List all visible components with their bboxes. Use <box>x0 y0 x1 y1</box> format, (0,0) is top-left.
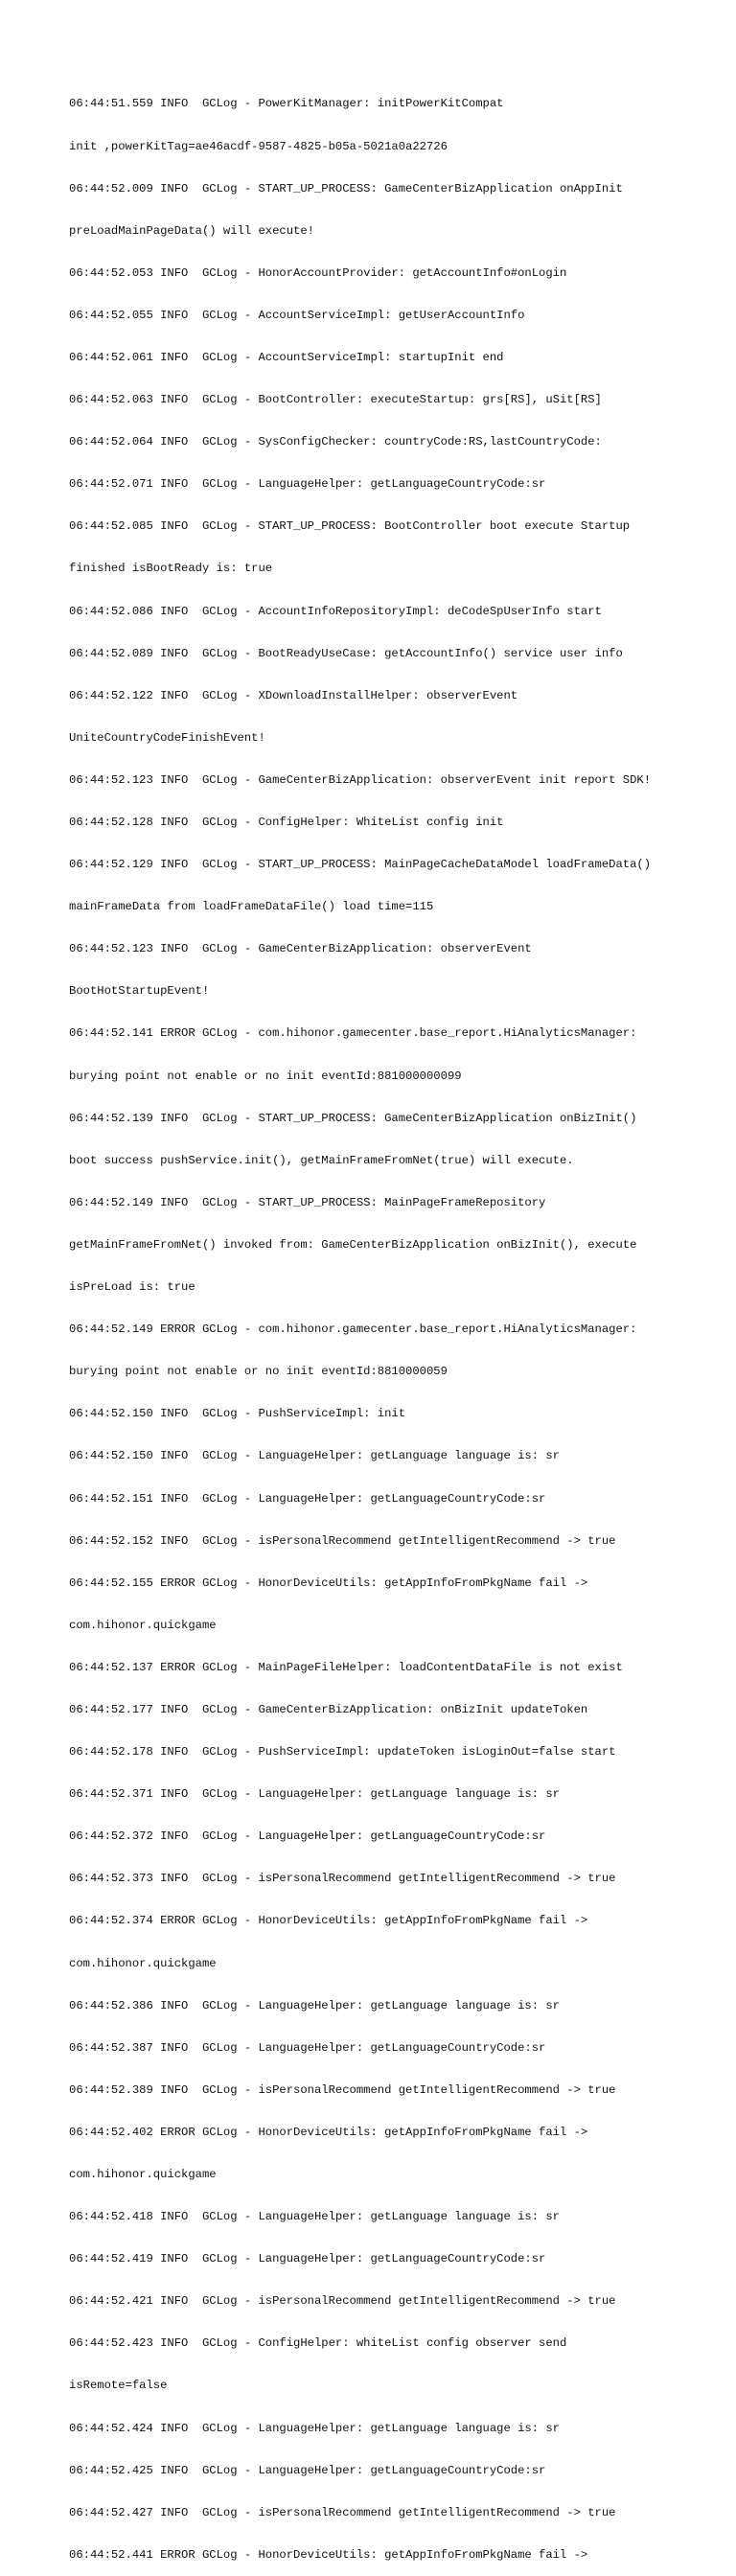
log-line: UniteCountryCodeFinishEvent! <box>69 730 265 745</box>
log-line: boot success pushService.init(), getMainFrameFromNet(true) will execute. <box>69 1153 574 1167</box>
log-line: 06:44:52.128 INFO GCLog - ConfigHelper: WhiteList config init <box>69 816 504 829</box>
log-line: 06:44:52.071 INFO GCLog - LanguageHelper: getLanguageCountryCode:sr <box>69 477 546 492</box>
log-line: 06:44:52.178 INFO GCLog - PushServiceImpl: updateToken isLoginOut=false start <box>69 1745 616 1760</box>
log-line: 06:44:52.387 INFO GCLog - LanguageHelper: getLanguageCountryCode:sr <box>69 2040 546 2055</box>
log-line: 06:44:51.559 INFO GCLog - PowerKitManager: initPowerKitCompat <box>69 97 504 111</box>
log-output <box>69 69 682 2576</box>
log-line: 06:44:52.371 INFO GCLog - LanguageHelper: getLanguage language is: sr <box>69 1787 560 1802</box>
log-line: 06:44:52.155 ERROR GCLog - HonorDeviceUtils: getAppInfoFromPkgName fail -> <box>69 1576 588 1590</box>
log-line: 06:44:52.389 INFO GCLog - isPersonalRecommend getIntelligentRecommend -> true <box>69 2082 616 2097</box>
log-line: 06:44:52.141 ERROR GCLog - com.hihonor.gamecenter.base_report.HiAnalyticsManager: <box>69 1026 637 1041</box>
log-line: 06:44:52.151 INFO GCLog - LanguageHelper: getLanguageCountryCode:sr <box>69 1491 546 1506</box>
log-line: 06:44:52.061 INFO GCLog - AccountServiceImpl: startupInit end <box>69 350 504 364</box>
log-line: 06:44:52.122 INFO GCLog - XDownloadInstallHelper: observerEvent <box>69 688 518 702</box>
log-line: 06:44:52.063 INFO GCLog - BootController: executeStartup: grs[RS], uSit[RS] <box>69 393 602 407</box>
log-line: 06:44:52.423 INFO GCLog - ConfigHelper: whiteList config observer send <box>69 2336 567 2351</box>
log-line: 06:44:52.424 INFO GCLog - LanguageHelper: getLanguage language is: sr <box>69 2421 560 2435</box>
log-line: 06:44:52.402 ERROR GCLog - HonorDeviceUtils: getAppInfoFromPkgName fail -> <box>69 2125 588 2139</box>
log-line: 06:44:52.009 INFO GCLog - START_UP_PROCESS: GameCenterBizApplication onAppInit <box>69 181 623 196</box>
log-line: 06:44:52.177 INFO GCLog - GameCenterBizApplication: onBizInit updateToken <box>69 1702 588 1716</box>
log-line: 06:44:52.427 INFO GCLog - isPersonalRecommend getIntelligentRecommend -> true <box>69 2505 616 2519</box>
log-line: 06:44:52.139 INFO GCLog - START_UP_PROCESS: GameCenterBizApplication onBizInit() <box>69 1111 637 1125</box>
log-line: 06:44:52.386 INFO GCLog - LanguageHelper: getLanguage language is: sr <box>69 1998 560 2012</box>
log-line: burying point not enable or no init eventId:8810000059 <box>69 1365 448 1379</box>
log-line: BootHotStartupEvent! <box>69 984 210 999</box>
log-line: 06:44:52.418 INFO GCLog - LanguageHelper: getLanguage language is: sr <box>69 2210 560 2224</box>
log-line: 06:44:52.150 INFO GCLog - PushServiceImpl: init <box>69 1407 406 1421</box>
log-line: 06:44:52.374 ERROR GCLog - HonorDeviceUtils: getAppInfoFromPkgName fail -> <box>69 1914 588 1928</box>
log-line: 06:44:52.123 INFO GCLog - GameCenterBizApplication: observerEvent <box>69 942 532 956</box>
log-line: 06:44:52.441 ERROR GCLog - HonorDeviceUtils: getAppInfoFromPkgName fail -> <box>69 2547 588 2562</box>
log-line: preLoadMainPageData() will execute! <box>69 223 314 238</box>
log-line: getMainFrameFromNet() invoked from: GameCenterBizApplication onBizInit(), execute <box>69 1237 637 1252</box>
log-line: 06:44:52.064 INFO GCLog - SysConfigChecker: countryCode:RS,lastCountryCode: <box>69 435 602 449</box>
log-line: isRemote=false <box>69 2379 168 2393</box>
log-line: com.hihonor.quickgame <box>69 2168 217 2181</box>
log-line: finished isBootReady is: true <box>69 562 273 576</box>
log-line: 06:44:52.123 INFO GCLog - GameCenterBizApplication: observerEvent init report SDK! <box>69 772 652 787</box>
log-line: 06:44:52.149 INFO GCLog - START_UP_PROCESS: MainPageFrameRepository <box>69 1195 546 1209</box>
log-line: mainFrameData from loadFrameDataFile() load time=115 <box>69 900 434 914</box>
log-line: com.hihonor.quickgame <box>69 1618 217 1632</box>
log-line: isPreLoad is: true <box>69 1280 196 1295</box>
log-line: burying point not enable or no init eventId:881000000099 <box>69 1069 462 1083</box>
log-line: 06:44:52.419 INFO GCLog - LanguageHelper: getLanguageCountryCode:sr <box>69 2252 546 2266</box>
log-line: 06:44:52.421 INFO GCLog - isPersonalRecommend getIntelligentRecommend -> true <box>69 2294 616 2309</box>
log-line: 06:44:52.129 INFO GCLog - START_UP_PROCESS: MainPageCacheDataModel loadFrameData() <box>69 858 652 872</box>
log-line: 06:44:52.055 INFO GCLog - AccountServiceImpl: getUserAccountInfo <box>69 308 525 322</box>
log-line: com.hihonor.quickgame <box>69 1956 217 1970</box>
log-line: 06:44:52.152 INFO GCLog - isPersonalRecommend getIntelligentRecommend -> true <box>69 1533 616 1548</box>
log-line: 06:44:52.137 ERROR GCLog - MainPageFileHelper: loadContentDataFile is not exist <box>69 1660 623 1674</box>
log-line: 06:44:52.149 ERROR GCLog - com.hihonor.gamecenter.base_report.HiAnalyticsManager: <box>69 1322 637 1337</box>
log-line: 06:44:52.085 INFO GCLog - START_UP_PROCESS: BootController boot execute Startup <box>69 519 631 534</box>
log-line: 06:44:52.086 INFO GCLog - AccountInfoRepositoryImpl: deCodeSpUserInfo start <box>69 604 602 618</box>
log-line: 06:44:52.373 INFO GCLog - isPersonalRecommend getIntelligentRecommend -> true <box>69 1872 616 1886</box>
log-line: 06:44:52.053 INFO GCLog - HonorAccountProvider: getAccountInfo#onLogin <box>69 265 567 280</box>
log-line: init ,powerKitTag=ae46acdf-9587-4825-b05a-5021a0a22726 <box>69 139 448 153</box>
log-line: 06:44:52.150 INFO GCLog - LanguageHelper: getLanguage language is: sr <box>69 1449 560 1463</box>
log-line: 06:44:52.089 INFO GCLog - BootReadyUseCase: getAccountInfo() service user info <box>69 646 623 660</box>
log-line: 06:44:52.372 INFO GCLog - LanguageHelper: getLanguageCountryCode:sr <box>69 1829 546 1844</box>
log-line: 06:44:52.425 INFO GCLog - LanguageHelper: getLanguageCountryCode:sr <box>69 2463 546 2477</box>
